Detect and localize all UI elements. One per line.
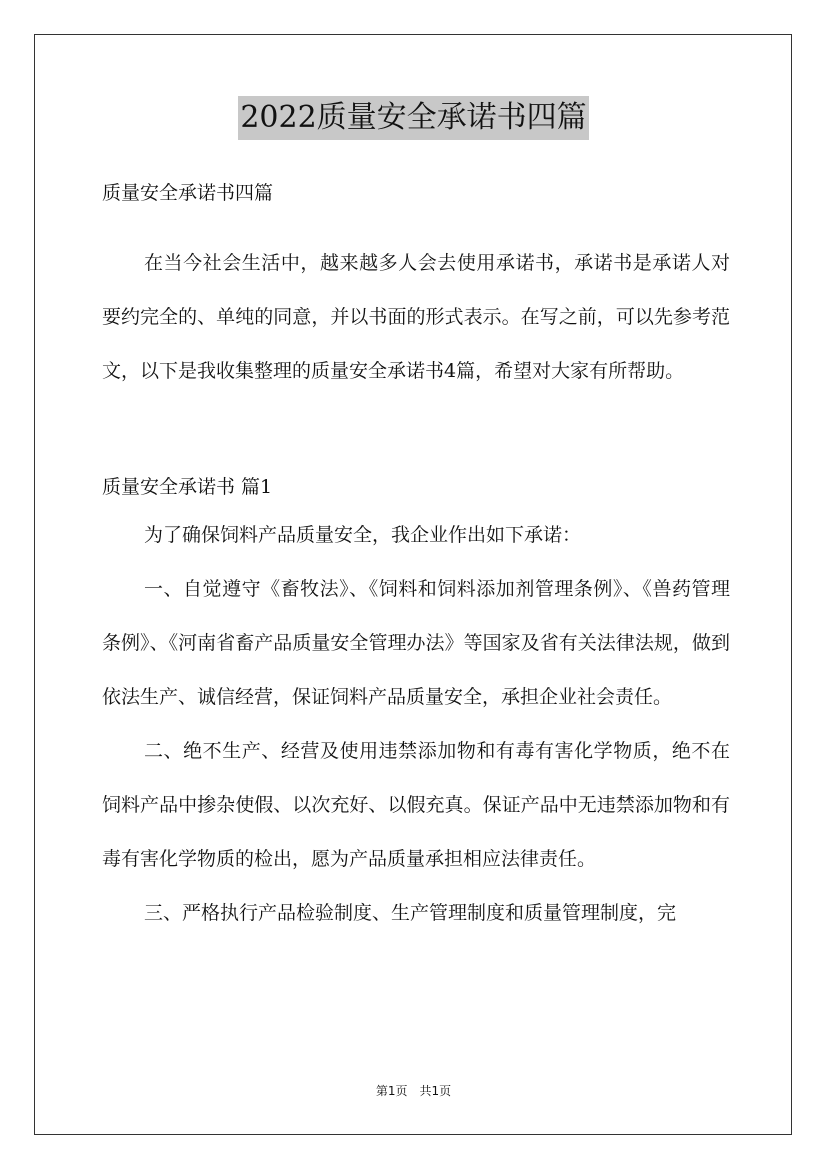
document-title: 2022质量安全承诺书四篇: [238, 96, 588, 140]
page-footer: 第1页 共1页: [375, 1084, 452, 1098]
intro-paragraph: 在当今社会生活中，越来越多人会去使用承诺书，承诺书是承诺人对要约完全的、单纯的同意，并以书面的形式表示。在写之前，可以先参考范文，以下是我收集整理的质量安全承诺书4篇，希望对大家有所帮助。: [102, 252, 730, 382]
body-paragraph: 为了确保饲料产品质量安全，我企业作出如下承诺：: [144, 524, 582, 546]
body-paragraph: 三、严格执行产品检验制度、生产管理制度和质量管理制度，完: [144, 902, 677, 924]
document-heading: 质量安全承诺书四篇: [102, 182, 274, 204]
document-body: [102, 172, 730, 940]
title-area: [0, 96, 827, 140]
section-heading: 质量安全承诺书 篇1: [102, 476, 273, 498]
body-paragraph: 一、自觉遵守《畜牧法》、《饲料和饲料添加剂管理条例》、《兽药管理条例》、《河南省畜产品质量安全管理办法》等国家及省有关法律法规，做到依法生产、诚信经营，保证饲料产品质量安全，承担企业社会责任。: [102, 578, 730, 708]
body-paragraph: 二、绝不生产、经营及使用违禁添加物和有毒有害化学物质，绝不在饲料产品中掺杂使假、以次充好、以假充真。保证产品中无违禁添加物和有毒有害化学物质的检出，愿为产品质量承担相应法律责任。: [102, 740, 730, 870]
